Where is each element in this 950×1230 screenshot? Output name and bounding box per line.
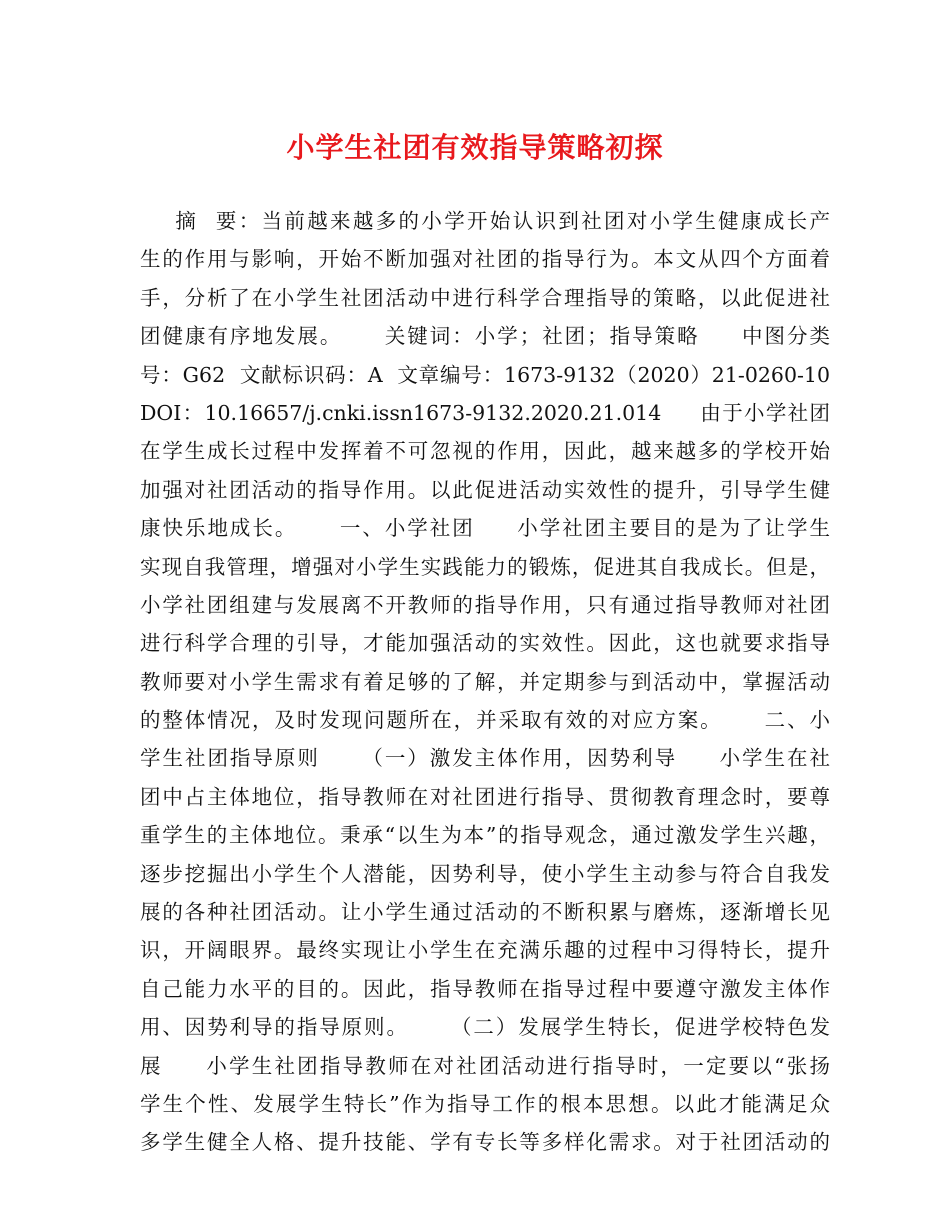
body-line: 小学社团组建与发展离不开教师的指导作用，只有通过指导教师对社团 — [140, 592, 830, 617]
body-line: 团健康有序地发展。 关键词：小学；社团；指导策略 中图分类 — [140, 324, 830, 349]
body-line: 团中占主体地位，指导教师在对社团进行指导、贯彻教育理念时，要尊 — [140, 784, 830, 809]
body-line: 展 小学生社团指导教师在对社团活动进行指导时，一定要以“张扬 — [140, 1053, 830, 1078]
body-line: 自己能力水平的目的。因此，指导教师在指导过程中要遵守激发主体作 — [140, 976, 830, 1001]
body-line: 学生个性、发展学生特长”作为指导工作的根本思想。以此才能满足众 — [140, 1091, 830, 1116]
body-line: 识，开阔眼界。最终实现让小学生在充满乐趣的过程中习得特长，提升 — [140, 938, 830, 963]
body-line: 重学生的主体地位。秉承“以生为本”的指导观念，通过激发学生兴趣， — [140, 823, 830, 848]
body-line: 逐步挖掘出小学生个人潜能，因势利导，使小学生主动参与符合自我发 — [140, 861, 830, 886]
body-line: 生的作用与影响，开始不断加强对社团的指导行为。本文从四个方面着 — [140, 247, 830, 272]
body-line: DOI：10.16657/j.cnki.issn1673-9132.2020.21.014 由于小学社团 — [140, 400, 830, 425]
body-line: 教师要对小学生需求有着足够的了解，并定期参与到活动中，掌握活动 — [140, 669, 830, 694]
body-line: 的整体情况，及时发现问题所在，并采取有效的对应方案。 二、小 — [140, 708, 830, 733]
body-line: 多学生健全人格、提升技能、学有专长等多样化需求。对于社团活动的 — [140, 1130, 830, 1155]
body-line: 用、因势利导的指导原则。 （二）发展学生特长，促进学校特色发 — [140, 1015, 830, 1040]
body-line: 学生社团指导原则 （一）激发主体作用，因势利导 小学生在社 — [140, 746, 830, 771]
body-line: 在学生成长过程中发挥着不可忽视的作用，因此，越来越多的学校开始 — [140, 439, 830, 464]
body-line: 摘 要：当前越来越多的小学开始认识到社团对小学生健康成长产 — [140, 209, 830, 233]
document-body — [140, 202, 830, 1162]
body-line: 展的各种社团活动。让小学生通过活动的不断积累与磨炼，逐渐增长见 — [140, 900, 830, 925]
document-title: 小学生社团有效指导策略初探 — [286, 131, 664, 164]
body-line: 实现自我管理，增强对小学生实践能力的锻炼，促进其自我成长。但是， — [140, 554, 830, 579]
body-line: 号：G62 文献标识码：A 文章编号：1673-9132（2020）21-0260-10 — [140, 362, 830, 387]
body-line: 康快乐地成长。 一、小学社团 小学社团主要目的是为了让学生 — [140, 516, 830, 541]
body-line: 进行科学合理的引导，才能加强活动的实效性。因此，这也就要求指导 — [140, 631, 830, 656]
body-line: 加强对社团活动的指导作用。以此促进活动实效性的提升，引导学生健 — [140, 477, 830, 502]
body-line: 手，分析了在小学生社团活动中进行科学合理指导的策略，以此促进社 — [140, 285, 830, 310]
